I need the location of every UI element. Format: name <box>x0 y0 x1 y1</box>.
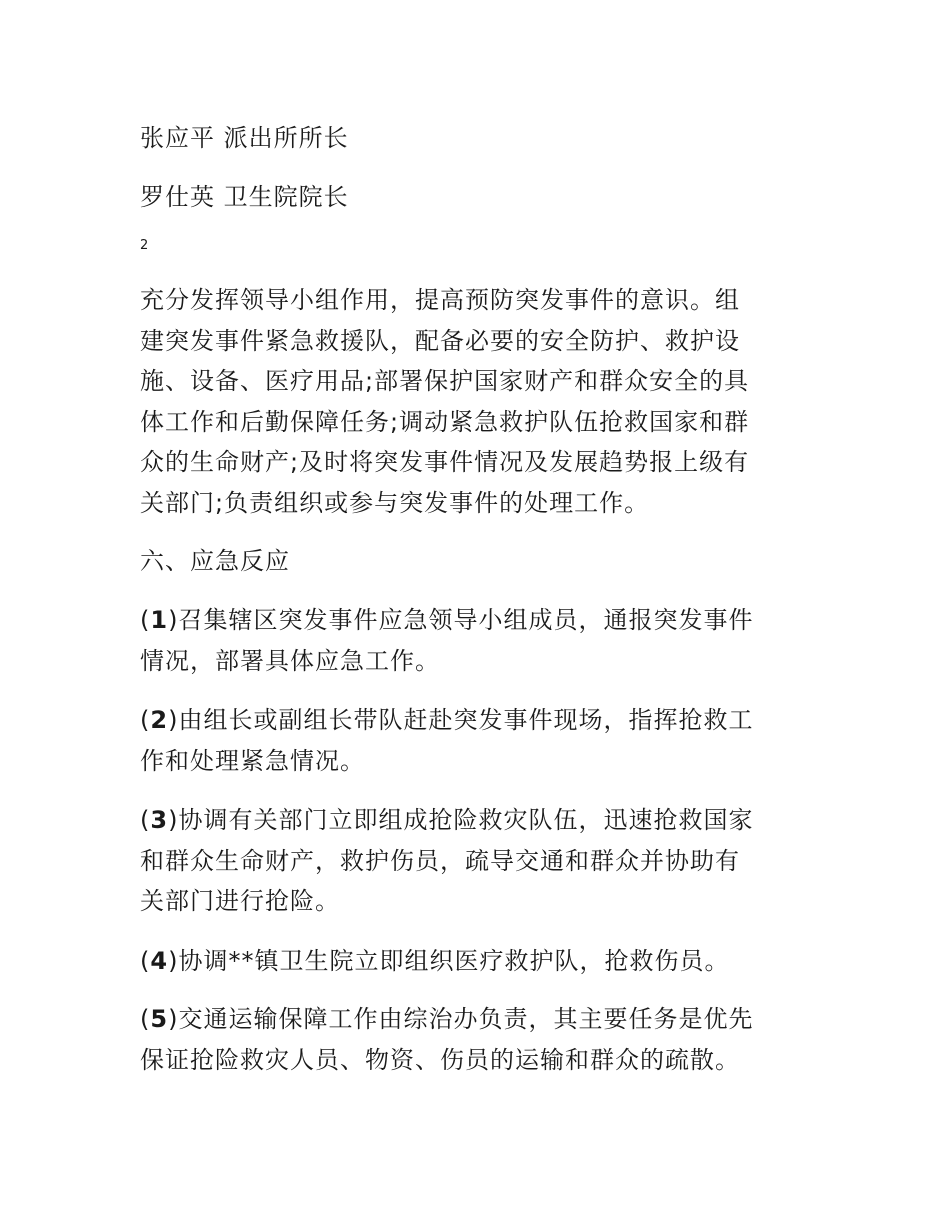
item-text: 和群众生命财产，救护伤员，疏导交通和群众并协助有 <box>140 846 740 875</box>
list-item-2: (2)由组长或副组长带队赶赴突发事件现场，指挥抢救工 作和处理紧急情况。 <box>140 700 810 781</box>
item-text: 交通运输保障工作由综治办负责，其主要任务是优先 <box>178 1005 754 1033</box>
item-text: 协调**镇卫生院立即组织医疗救护队，抢救伤员。 <box>178 947 730 975</box>
item-text: 协调有关部门立即组成抢险救灾队伍，迅速抢救国家 <box>178 806 754 834</box>
list-item-1: (1)召集辖区突发事件应急领导小组成员，通报突发事件 情况，部署具体应急工作。 <box>140 600 810 681</box>
member-line-2: 罗仕英 卫生院院长 <box>140 183 349 211</box>
list-item-4: (4)协调**镇卫生院立即组织医疗救护队，抢救伤员。 <box>140 947 730 975</box>
item-text: 由组长或副组长带队赶赴突发事件现场，指挥抢救工 <box>178 706 754 734</box>
item-text: 情况，部署具体应急工作。 <box>140 646 440 675</box>
item-number: 1 <box>150 606 169 634</box>
intro-line: 众的生命财产;及时将突发事件情况及发展趋势报上级有 <box>140 448 750 477</box>
item-text: 作和处理紧急情况。 <box>140 746 365 775</box>
intro-paragraph <box>140 280 810 524</box>
intro-line: 体工作和后勤保障任务;调动紧急救护队伍抢救国家和群 <box>140 407 750 436</box>
list-item-3: (3)协调有关部门立即组成抢险救灾队伍，迅速抢救国家 和群众生命财产，救护伤员，疏导交通和群众并协助有 关部门进行抢险。 <box>140 800 810 922</box>
item-text: 保证抢险救灾人员、物资、伤员的运输和群众的疏散。 <box>140 1045 740 1074</box>
member-line-1: 张应平 派出所所长 <box>140 124 349 152</box>
item-number: 3 <box>150 806 169 834</box>
item-number: 2 <box>150 706 169 734</box>
list-item-5: (5)交通运输保障工作由综治办负责，其主要任务是优先 保证抢险救灾人员、物资、伤员的运输和群众的疏散。 <box>140 999 810 1080</box>
item-text: 召集辖区突发事件应急领导小组成员，通报突发事件 <box>178 606 754 634</box>
section-heading: 六、应急反应 <box>140 547 290 575</box>
item-text: 关部门进行抢险。 <box>140 887 340 916</box>
intro-line: 建突发事件紧急救援队，配备必要的安全防护、救护设 <box>140 326 740 355</box>
page-number: 2 <box>140 238 149 253</box>
intro-line: 施、设备、医疗用品;部署保护国家财产和群众安全的具 <box>140 367 750 396</box>
intro-line: 充分发挥领导小组作用，提高预防突发事件的意识。组 <box>140 286 740 314</box>
intro-line: 关部门;负责组织或参与突发事件的处理工作。 <box>140 488 650 517</box>
item-number: 5 <box>150 1005 169 1033</box>
item-number: 4 <box>150 947 169 975</box>
